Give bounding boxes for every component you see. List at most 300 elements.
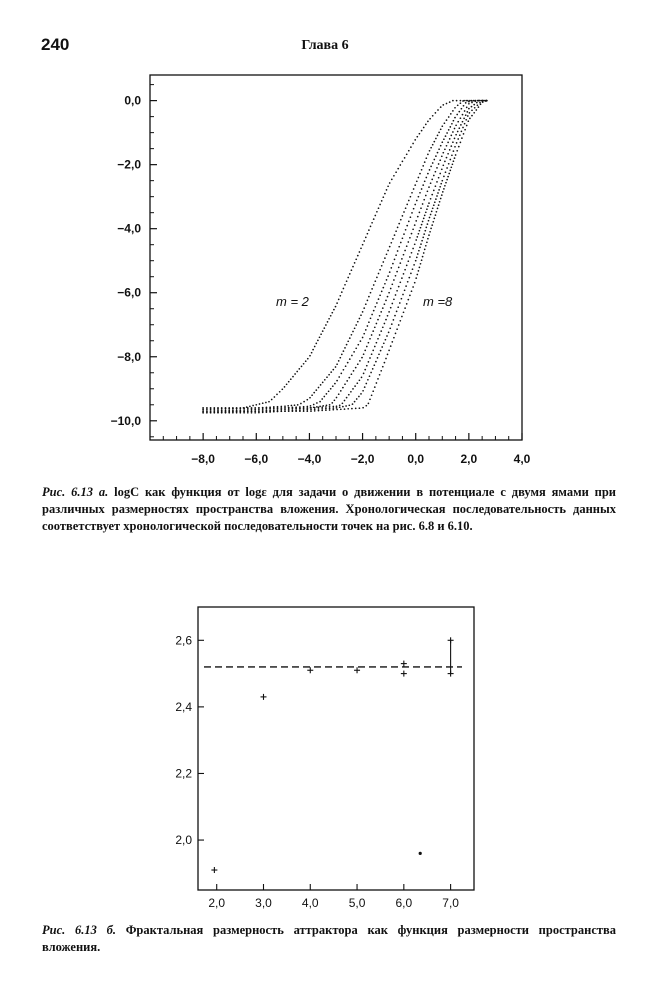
data-point: [412, 228, 414, 230]
data-point: [336, 407, 338, 409]
data-point: [404, 307, 406, 309]
data-point: [319, 401, 321, 403]
data-point: [451, 123, 453, 125]
data-point: [359, 318, 361, 320]
data-point: [403, 273, 405, 275]
data-point: [266, 408, 268, 410]
data-point: [444, 148, 446, 150]
data-point: [396, 328, 398, 330]
data-point: [247, 407, 249, 409]
data-point: [373, 364, 375, 366]
data-point: [373, 310, 375, 312]
data-point: [429, 118, 431, 120]
data-point: [232, 408, 234, 410]
data-point: [284, 405, 286, 407]
data-point: [419, 133, 421, 135]
data-point: [414, 139, 416, 141]
data-point-dot: [419, 852, 422, 855]
data-point: [446, 145, 448, 147]
data-point: [467, 120, 469, 122]
data-point: [394, 315, 396, 317]
data-point: [310, 405, 312, 407]
data-point: [381, 265, 383, 267]
data-point: [437, 208, 439, 210]
data-point: [454, 117, 456, 119]
data-point: [395, 294, 397, 296]
data-point: [398, 246, 400, 248]
data-point: [271, 399, 273, 401]
data-point: [380, 370, 382, 372]
data-point: [376, 342, 378, 344]
data-point: [436, 195, 438, 197]
data-point-plus: [448, 637, 454, 643]
data-point: [323, 396, 325, 398]
data-point: [438, 148, 440, 150]
data-point: [369, 357, 371, 359]
data-point: [376, 211, 378, 213]
data-point: [294, 373, 296, 375]
data-point: [446, 103, 448, 105]
data-point: [369, 375, 371, 377]
data-point: [255, 404, 257, 406]
data-point: [471, 109, 473, 111]
data-point: [409, 256, 411, 258]
data-point: [391, 179, 393, 181]
data-point: [401, 316, 403, 318]
data-point: [287, 405, 289, 407]
y-tick-label: 2,6: [175, 633, 192, 648]
data-point: [462, 114, 464, 116]
data-point: [387, 315, 389, 317]
data-point: [384, 283, 386, 285]
data-point: [414, 184, 416, 186]
data-point: [391, 303, 393, 305]
data-point: [387, 354, 389, 356]
data-point: [364, 386, 366, 388]
data-point: [367, 379, 369, 381]
data-point: [381, 200, 383, 202]
data-point: [438, 189, 440, 191]
data-point: [441, 168, 443, 170]
data-point: [430, 166, 432, 168]
data-point: [428, 220, 430, 222]
data-point: [410, 196, 412, 198]
data-point: [321, 398, 323, 400]
data-point: [306, 409, 308, 411]
data-point: [339, 295, 341, 297]
data-point: [425, 195, 427, 197]
curve-m-4: [202, 100, 487, 411]
data-point: [456, 100, 458, 102]
data-point: [453, 160, 455, 162]
data-point: [411, 290, 413, 292]
data-point: [464, 129, 466, 131]
data-point: [465, 100, 467, 102]
data-point: [385, 358, 387, 360]
data-point: [336, 363, 338, 365]
data-point: [335, 306, 337, 308]
data-point: [410, 216, 412, 218]
data-point: [268, 401, 270, 403]
data-point: [262, 402, 264, 404]
data-point: [346, 380, 348, 382]
data-point: [421, 130, 423, 132]
y-tick-label: 2,2: [175, 766, 192, 781]
data-point: [369, 398, 371, 400]
data-point: [420, 227, 422, 229]
data-point: [349, 337, 351, 339]
data-point: [431, 211, 433, 213]
data-point: [393, 298, 395, 300]
data-point: [303, 407, 305, 409]
data-point: [384, 193, 386, 195]
data-point: [426, 208, 428, 210]
data-point: [343, 288, 345, 290]
data-point: [407, 281, 409, 283]
data-point: [262, 408, 264, 410]
data-point: [217, 408, 219, 410]
data-point: [437, 135, 439, 137]
data-point: [460, 102, 462, 104]
data-point: [372, 350, 374, 352]
data-point: [430, 214, 432, 216]
data-point: [355, 258, 357, 260]
data-point: [353, 370, 355, 372]
data-point: [440, 198, 442, 200]
data-point: [429, 217, 431, 219]
data-point: [384, 303, 386, 305]
data-point: [377, 357, 379, 359]
data-point: [428, 186, 430, 188]
data-point: [452, 141, 454, 143]
data-point: [301, 366, 303, 368]
data-point: [448, 163, 450, 165]
data-point: [355, 367, 357, 369]
data-point: [379, 269, 381, 271]
data-point: [408, 200, 410, 202]
data-point: [426, 241, 428, 243]
data-point: [466, 107, 468, 109]
data-point: [336, 405, 338, 407]
data-point: [362, 390, 364, 392]
data-point: [457, 131, 459, 133]
data-point: [394, 259, 396, 261]
data-point: [363, 373, 365, 375]
data-point: [292, 376, 294, 378]
figure-a-caption: [42, 484, 616, 535]
data-point: [466, 125, 468, 127]
data-point: [360, 340, 362, 342]
data-point: [406, 204, 408, 206]
data-point: [374, 346, 376, 348]
data-point: [453, 120, 455, 122]
data-point: [306, 410, 308, 412]
data-point: [428, 234, 430, 236]
data-point: [435, 138, 437, 140]
data-point: [320, 333, 322, 335]
data-point: [298, 368, 300, 370]
data-point: [464, 123, 466, 125]
data-point: [432, 144, 434, 146]
curve-m-8: [202, 100, 487, 413]
data-point: [306, 406, 308, 408]
data-point: [382, 366, 384, 368]
data-point: [441, 141, 443, 143]
data-point: [373, 284, 375, 286]
data-point: [460, 142, 462, 144]
data-point: [403, 233, 405, 235]
data-point: [394, 234, 396, 236]
y-tick-label: −8,0: [117, 349, 141, 364]
data-point: [300, 403, 302, 405]
data-point: [361, 357, 363, 359]
data-point: [460, 117, 462, 119]
data-point: [420, 207, 422, 209]
x-tick-label: −6,0: [244, 452, 269, 466]
data-point: [280, 406, 282, 408]
data-point: [420, 243, 422, 245]
data-point: [348, 377, 350, 379]
data-point: [328, 374, 330, 376]
data-point: [251, 410, 253, 412]
data-point: [371, 288, 373, 290]
data-point: [295, 408, 297, 410]
data-point: [421, 259, 423, 261]
data-point: [418, 196, 420, 198]
data-point: [398, 223, 400, 225]
data-point: [380, 311, 382, 313]
curve-m-7: [202, 100, 487, 414]
data-point: [404, 289, 406, 291]
data-point: [390, 288, 392, 290]
data-point: [210, 409, 212, 411]
data-point: [403, 254, 405, 256]
data-point: [398, 324, 400, 326]
data-point: [352, 403, 354, 405]
x-tick-label: −4,0: [297, 452, 322, 466]
data-point: [347, 362, 349, 364]
data-point: [415, 220, 417, 222]
curve-m-3: [202, 100, 485, 409]
data-point: [368, 229, 370, 231]
data-point: [398, 267, 400, 269]
data-point: [454, 146, 456, 148]
data-point: [331, 402, 333, 404]
data-point: [329, 406, 331, 408]
x-tick-label: 2,0: [460, 452, 478, 466]
data-point: [423, 233, 425, 235]
data-point: [363, 307, 365, 309]
data-point: [402, 215, 404, 217]
data-point: [326, 405, 328, 407]
data-point: [335, 366, 337, 368]
data-point: [228, 412, 230, 414]
data-point: [439, 201, 441, 203]
data-point: [461, 108, 463, 110]
data-point: [210, 412, 212, 414]
data-point: [448, 173, 450, 175]
x-tick-label: 6,0: [395, 896, 413, 910]
data-point: [284, 386, 286, 388]
data-point: [408, 150, 410, 152]
data-point: [439, 173, 441, 175]
data-point: [415, 239, 417, 241]
data-point: [444, 122, 446, 124]
data-point: [418, 270, 420, 272]
data-point: [344, 400, 346, 402]
data-point: [379, 315, 381, 317]
data-point: [292, 410, 294, 412]
data-point: [310, 407, 312, 409]
data-point: [347, 408, 349, 410]
data-point: [346, 344, 348, 346]
data-point: [455, 154, 457, 156]
data-point: [450, 135, 452, 137]
data-point: [344, 284, 346, 286]
data-point: [321, 408, 323, 410]
data-point: [315, 343, 317, 345]
data-point: [376, 323, 378, 325]
data-point: [312, 349, 314, 351]
data-point: [332, 409, 334, 411]
data-point: [363, 240, 365, 242]
data-point: [435, 112, 437, 114]
data-point: [354, 262, 356, 264]
data-point: [334, 399, 336, 401]
data-point: [417, 216, 419, 218]
data-point: [369, 338, 371, 340]
data-point: [397, 227, 399, 229]
data-point: [344, 383, 346, 385]
data-point: [225, 412, 227, 414]
data-point: [202, 410, 204, 412]
data-point: [366, 365, 368, 367]
data-point: [363, 333, 365, 335]
data-point: [435, 185, 437, 187]
data-point: [384, 257, 386, 259]
data-point: [458, 111, 460, 113]
data-point: [343, 369, 345, 371]
data-point: [425, 211, 427, 213]
data-point: [321, 406, 323, 408]
data-point: [455, 134, 457, 136]
data-point: [320, 384, 322, 386]
data-point: [386, 253, 388, 255]
data-point: [336, 302, 338, 304]
data-point: [458, 146, 460, 148]
data-point: [433, 159, 435, 161]
data-point: [341, 291, 343, 293]
data-point: [427, 121, 429, 123]
data-point: [462, 100, 464, 102]
data-point: [367, 325, 369, 327]
y-tick-label: −4,0: [117, 221, 141, 236]
figure-b-caption-text: Фрактальная размерность аттрактора как функция размерности пространства вложения.: [42, 923, 617, 954]
data-point: [411, 252, 413, 254]
data-point: [425, 227, 427, 229]
data-point: [389, 327, 391, 329]
data-point: [374, 215, 376, 217]
data-point: [360, 393, 362, 395]
data-point: [441, 155, 443, 157]
data-point: [345, 365, 347, 367]
figure-b-caption-label: Рис. 6.13 б.: [42, 923, 116, 937]
data-point: [463, 133, 465, 135]
data-point: [333, 309, 335, 311]
data-point: [446, 119, 448, 121]
data-point: [447, 176, 449, 178]
data-point: [202, 412, 204, 414]
data-point: [341, 354, 343, 356]
data-point: [419, 230, 421, 232]
data-point: [463, 118, 465, 120]
data-point: [348, 394, 350, 396]
data-point: [414, 224, 416, 226]
data-point: [430, 147, 432, 149]
data-point: [303, 363, 305, 365]
data-point: [280, 410, 282, 412]
data-point: [424, 161, 426, 163]
data-point: [414, 282, 416, 284]
data-point: [416, 180, 418, 182]
data-point: [382, 196, 384, 198]
data-point: [429, 150, 431, 152]
data-point: [288, 408, 290, 410]
data-point: [273, 408, 275, 410]
data-point: [441, 180, 443, 182]
data-point: [279, 391, 281, 393]
data-point: [438, 163, 440, 165]
data-point: [422, 165, 424, 167]
data-point: [377, 378, 379, 380]
data-point: [432, 221, 434, 223]
data-point: [325, 324, 327, 326]
data-point: [438, 204, 440, 206]
data-point: [431, 194, 433, 196]
data-point: [424, 180, 426, 182]
data-point: [397, 250, 399, 252]
data-point: [399, 164, 401, 166]
data-point: [473, 100, 475, 102]
data-point: [368, 342, 370, 344]
data-point: [402, 237, 404, 239]
data-point: [476, 102, 478, 104]
data-point: [202, 407, 204, 409]
data-point: [377, 338, 379, 340]
data-point: [473, 112, 475, 114]
data-point: [356, 398, 358, 400]
data-point: [427, 223, 429, 225]
data-point: [462, 127, 464, 129]
data-point: [419, 247, 421, 249]
x-tick-label: 0,0: [407, 452, 425, 466]
data-point: [371, 222, 373, 224]
data-point: [425, 245, 427, 247]
data-point: [461, 137, 463, 139]
data-point: [356, 382, 358, 384]
data-point: [430, 182, 432, 184]
plot-frame: [150, 75, 522, 440]
data-point: [236, 412, 238, 414]
data-point: [387, 250, 389, 252]
data-point: [443, 138, 445, 140]
data-point: [221, 412, 223, 414]
data-point: [421, 240, 423, 242]
data-point: [368, 403, 370, 405]
data-point: [329, 408, 331, 410]
data-point: [446, 157, 448, 159]
data-point: [243, 412, 245, 414]
